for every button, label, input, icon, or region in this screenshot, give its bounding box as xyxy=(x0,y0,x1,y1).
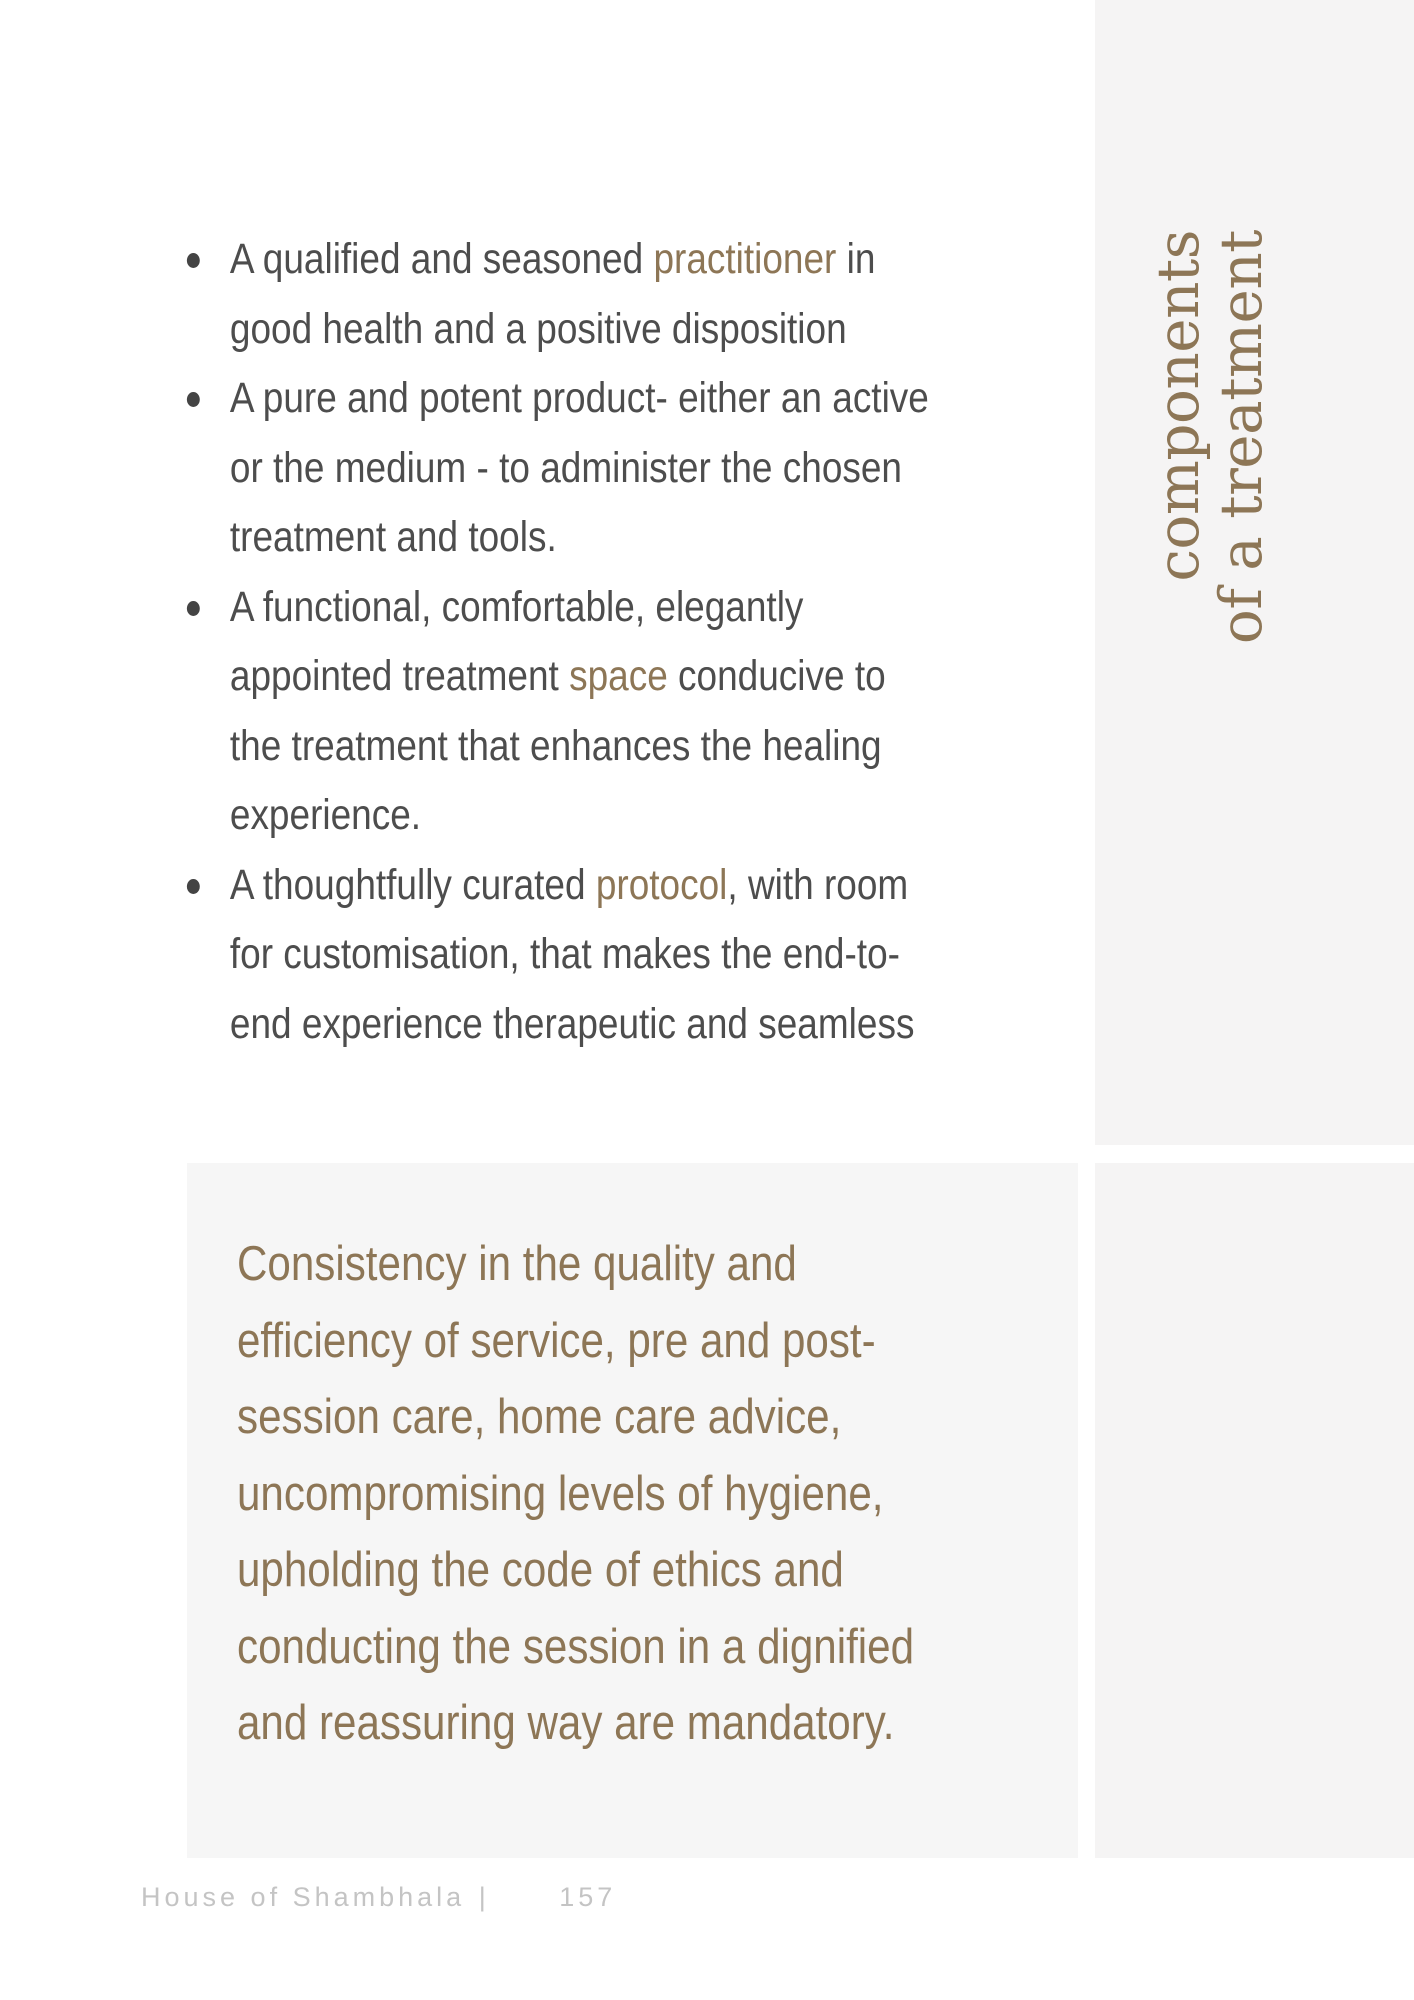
quote-line: efficiency of service, pre and post- xyxy=(237,1313,876,1368)
sidebar-panel-bottom xyxy=(1095,1163,1414,1858)
list-item xyxy=(180,225,937,364)
list-item xyxy=(180,364,937,573)
page-number: 157 xyxy=(559,1882,617,1912)
publication-name: House of Shambhala xyxy=(141,1882,466,1912)
list-item-line: the treatment that enhances the healing xyxy=(229,721,882,770)
list-item-line: A qualified and seasoned practitioner in xyxy=(229,235,876,283)
list-item-line: appointed treatment space conducive to xyxy=(229,652,886,700)
quote-line: Consistency in the quality and xyxy=(237,1237,797,1291)
list-item-line: for customisation, that makes the end-to- xyxy=(229,930,900,978)
section-title-line-2: of a treatment xyxy=(1207,230,1275,645)
highlight-protocol: protocol xyxy=(595,860,728,909)
quote-line: uncompromising levels of hygiene, xyxy=(237,1466,884,1521)
list-item-line: end experience therapeutic and seamless xyxy=(229,999,915,1048)
quote-line: conducting the session in a dignified xyxy=(237,1619,915,1674)
list-item-line: A functional, comfortable, elegantly xyxy=(229,582,804,631)
list-item-line: experience. xyxy=(229,791,422,839)
highlight-space: space xyxy=(569,652,668,700)
list-item-line: treatment and tools. xyxy=(229,513,557,561)
section-title xyxy=(1144,230,1277,710)
list-item-line: good health and a positive disposition xyxy=(229,304,847,353)
page-footer xyxy=(141,1882,616,1913)
quote-line: and reassuring way are mandatory. xyxy=(237,1696,895,1750)
list-item xyxy=(180,851,937,1060)
list-item-line: or the medium - to administer the chosen xyxy=(229,443,903,492)
list-item xyxy=(180,573,937,851)
quote-line: session care, home care advice, xyxy=(237,1390,842,1444)
quote-line: upholding the code of ethics and xyxy=(237,1543,844,1597)
footer-separator: | xyxy=(478,1882,490,1912)
components-list xyxy=(180,225,937,1059)
list-item-line: A thoughtfully curated protocol, with room xyxy=(229,860,909,909)
list-item-line: A pure and potent product- either an active xyxy=(229,374,929,422)
quote-text xyxy=(237,1226,985,1762)
highlight-practitioner: practitioner xyxy=(653,235,837,283)
section-title-line-1: components xyxy=(1144,230,1212,582)
